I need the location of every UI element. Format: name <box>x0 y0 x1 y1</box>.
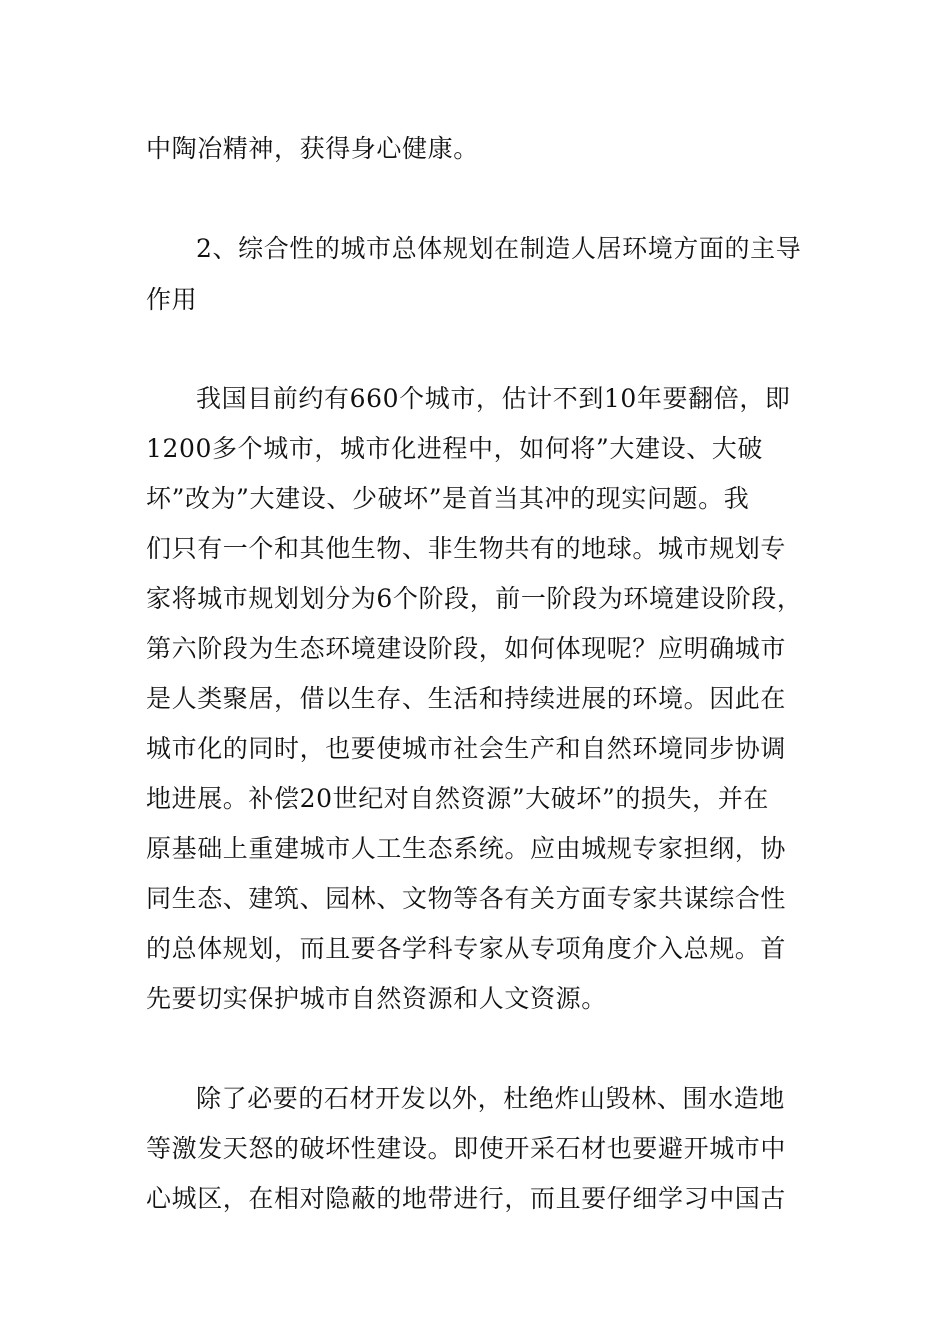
paragraph-4-line-2: 等激发天怒的破坏性建设。即使开采石材也要避开城市中 <box>146 1134 787 1163</box>
paragraph-4-line-3: 心城区，在相对隐蔽的地带进行，而且要仔细学习中国古 <box>146 1184 787 1213</box>
section-heading-line-2: 作用 <box>146 285 198 314</box>
paragraph-3-line-5: 家将城市规划划分为6个阶段，前一阶段为环境建设阶段， <box>146 584 803 613</box>
paragraph-3-line-7: 是人类聚居，借以生存、生活和持续进展的环境。因此在 <box>146 684 787 713</box>
section-heading-line-1: 2、综合性的城市总体规划在制造人居环境方面的主导 <box>196 234 802 263</box>
paragraph-3-line-10: 原基础上重建城市人工生态系统。应由城规专家担纲，协 <box>146 834 787 863</box>
paragraph-3-line-4: 们只有一个和其他生物、非生物共有的地球。城市规划专 <box>146 534 787 563</box>
paragraph-3-line-1: 我国目前约有660个城市，估计不到10年要翻倍，即 <box>196 384 791 413</box>
paragraph-1-line-1: 中陶冶精神，获得身心健康。 <box>146 134 479 163</box>
paragraph-3-line-12: 的总体规划，而且要各学科专家从专项角度介入总规。首 <box>146 934 787 963</box>
paragraph-3-line-11: 同生态、建筑、园林、文物等各有关方面专家共谋综合性 <box>146 884 787 913</box>
paragraph-3-line-3: 坏”改为”大建设、少破坏”是首当其冲的现实问题。我 <box>146 484 750 513</box>
paragraph-3-line-8: 城市化的同时，也要使城市社会生产和自然环境同步协调 <box>146 734 787 763</box>
paragraph-3-line-2: 1200多个城市，城市化进程中，如何将”大建设、大破 <box>146 434 764 463</box>
paragraph-3-line-6: 第六阶段为生态环境建设阶段，如何体现呢？应明确城市 <box>146 634 787 663</box>
paragraph-4-line-1: 除了必要的石材开发以外，杜绝炸山毁林、围水造地 <box>196 1084 785 1113</box>
paragraph-3-line-13: 先要切实保护城市自然资源和人文资源。 <box>146 984 607 1013</box>
paragraph-3-line-9: 地进展。补偿20世纪对自然资源”大破坏”的损失，并在 <box>146 784 769 813</box>
